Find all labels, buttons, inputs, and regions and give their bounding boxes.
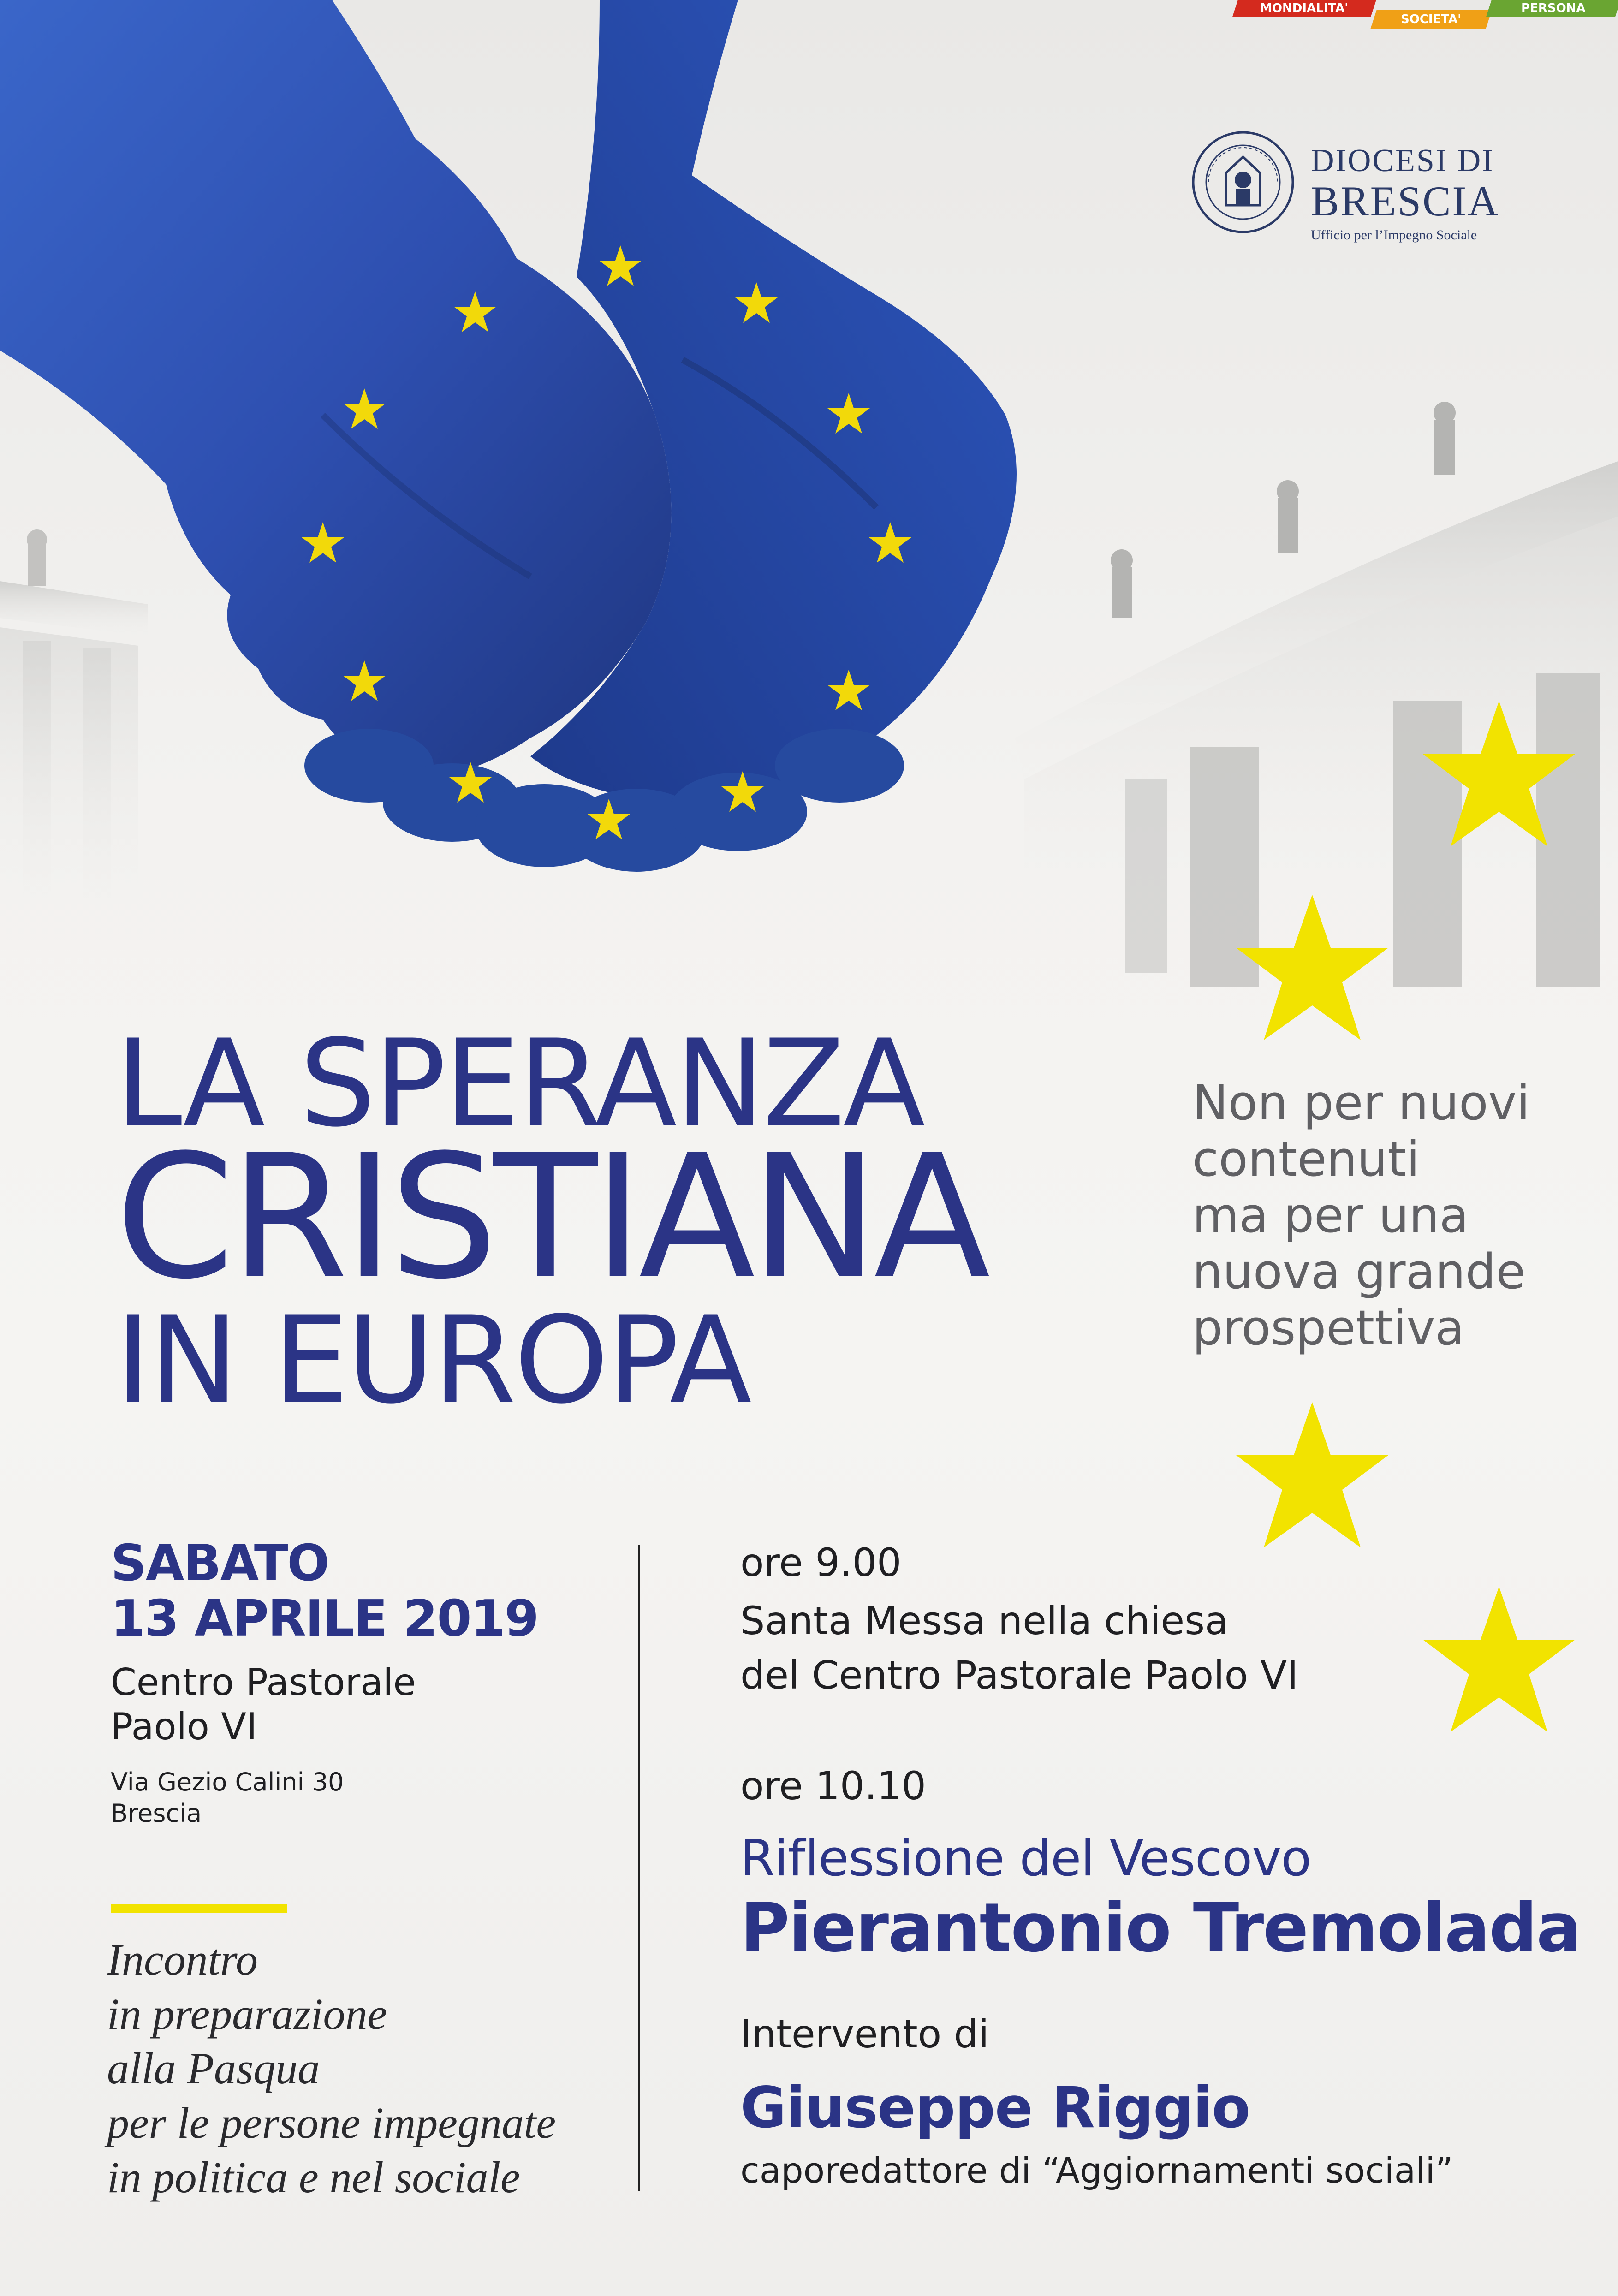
reflection-label: Riflessione del Vescovo <box>740 1830 1311 1887</box>
logo-line1: DIOCESI DI <box>1311 143 1494 178</box>
event-day: SABATO <box>111 1535 329 1592</box>
star-icon <box>1416 701 1582 858</box>
star-icon <box>1229 1402 1395 1559</box>
intervention-label: Intervento di <box>740 2011 989 2057</box>
speaker-name: Giuseppe Riggio <box>740 2075 1250 2141</box>
star-icon <box>1416 1587 1582 1743</box>
tag-mondialita: MONDIALITA' <box>1232 0 1376 17</box>
star-icon <box>1229 895 1395 1052</box>
title-line1: LA SPERANZA <box>115 1014 923 1154</box>
event-note: Incontro in preparazione alla Pasqua per le persone impegnate in politica e nel sociale <box>107 1935 556 2202</box>
event-venue: Centro Pastorale Paolo VI <box>111 1661 416 1748</box>
event-address: Via Gezio Calini 30 Brescia <box>111 1767 344 1828</box>
tag-persona: PERSONA <box>1486 0 1618 17</box>
title-line3: IN EUROPA <box>115 1291 750 1430</box>
logo-line3: Ufficio per l’Impegno Sociale <box>1311 227 1477 243</box>
speaker-role: caporedattore di “Aggiornamenti sociali” <box>740 2150 1453 2191</box>
diocese-seal-icon <box>1190 129 1296 235</box>
bishop-name: Pierantonio Tremolada <box>740 1889 1581 1967</box>
tagline: Non per nuovi contenuti ma per una nuova grande prospettiva <box>1192 1075 1530 1356</box>
mass-line2: del Centro Pastorale Paolo VI <box>740 1653 1298 1698</box>
time-reflection: ore 10.10 <box>740 1763 926 1808</box>
category-tags <box>1235 0 1618 26</box>
clasped-hands-illustration <box>0 0 1107 1015</box>
tag-societa: SOCIETA' <box>1371 10 1492 29</box>
diocese-logo <box>1190 129 1513 249</box>
title-line2: CRISTIANA <box>115 1118 986 1317</box>
yellow-divider <box>111 1904 287 1913</box>
mass-line1: Santa Messa nella chiesa <box>740 1598 1229 1643</box>
vertical-divider <box>638 1545 640 2191</box>
event-date: 13 APRILE 2019 <box>111 1590 538 1648</box>
time-mass: ore 9.00 <box>740 1540 902 1585</box>
logo-line2: BRESCIA <box>1311 178 1500 225</box>
